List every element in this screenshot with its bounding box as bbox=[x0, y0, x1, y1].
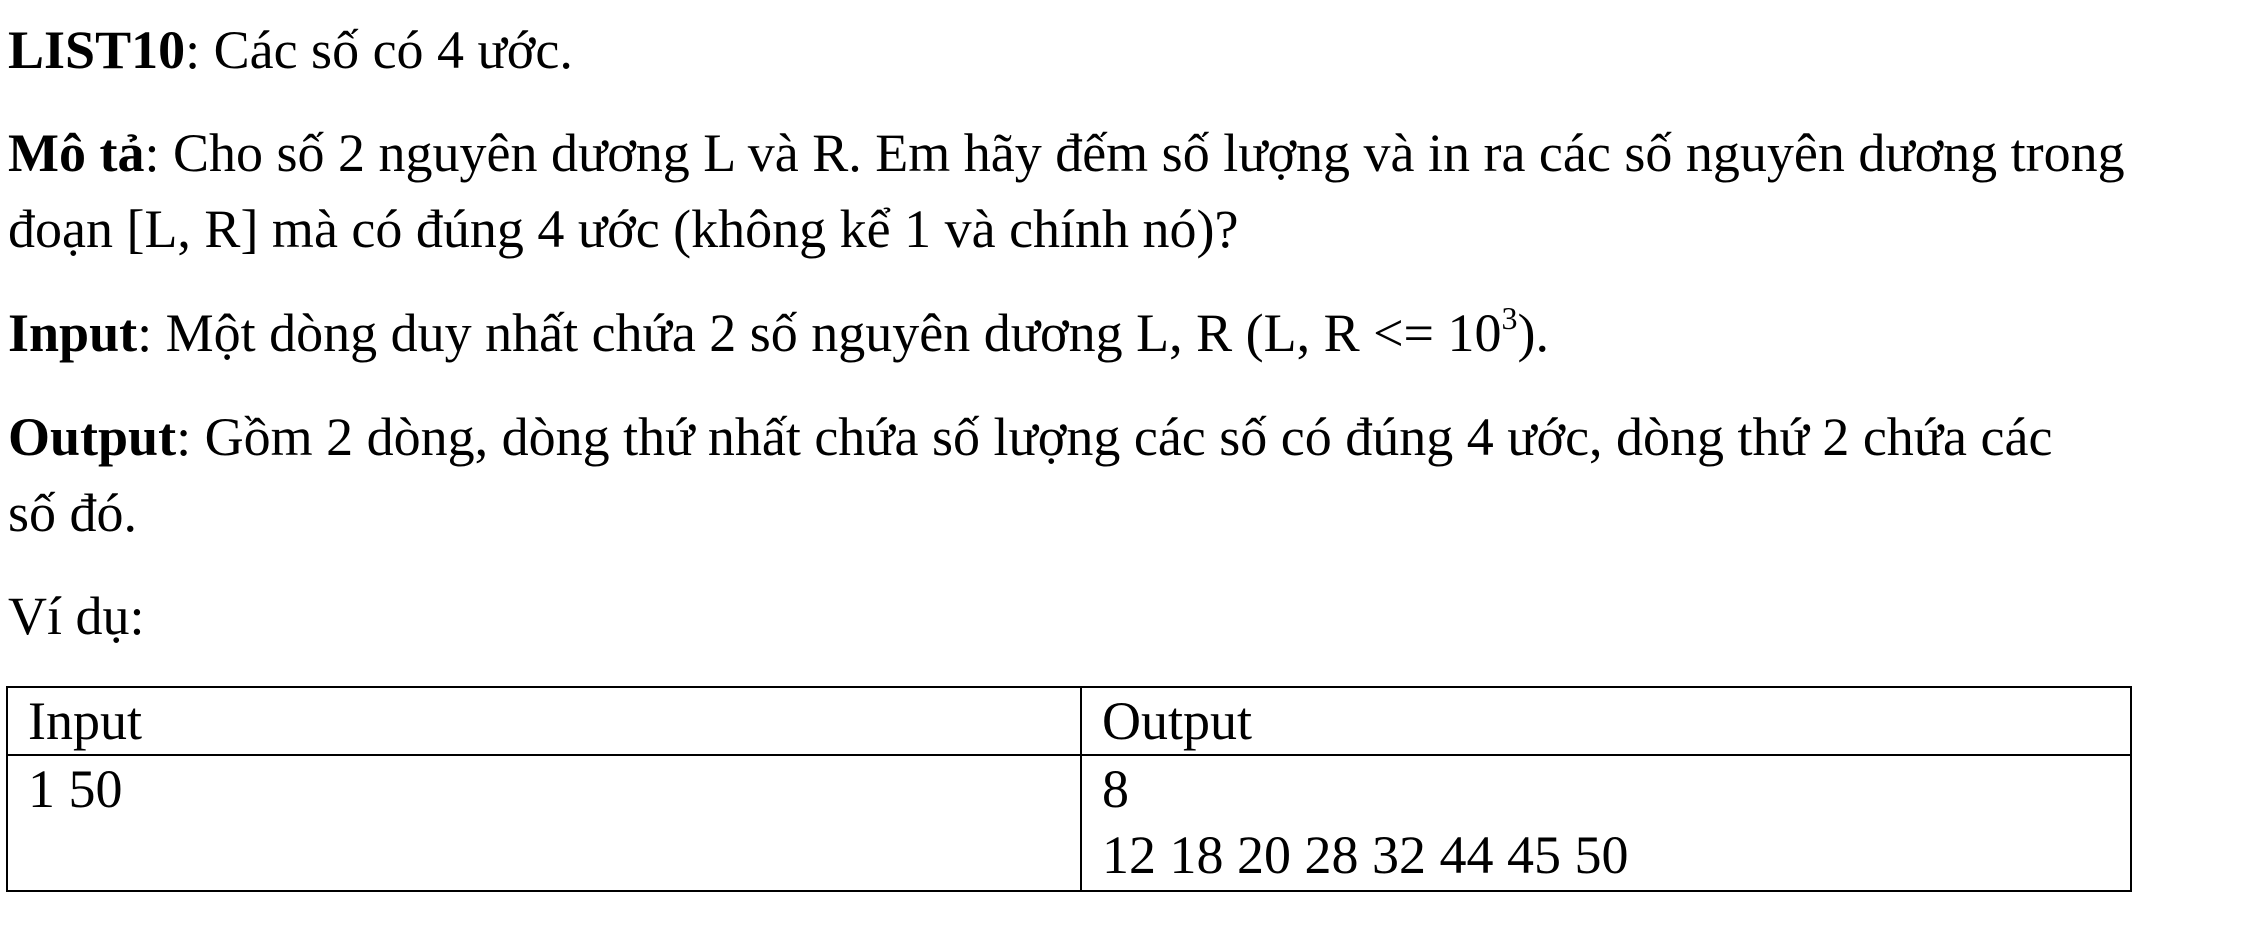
output-spec-line-1 bbox=[8, 399, 2052, 475]
output-spec-text-1: : Gồm 2 dòng, dòng thứ nhất chứa số lượng các số có đúng 4 ước, dòng thứ 2 chứa các bbox=[176, 407, 2053, 467]
output-label: Output bbox=[8, 407, 177, 467]
sample-input-cell bbox=[7, 755, 1081, 891]
table-header-output: Output bbox=[1081, 687, 2131, 755]
input-spec-tail: ). bbox=[1517, 303, 1549, 363]
input-spec bbox=[8, 295, 1549, 371]
table-header-input: Input bbox=[7, 687, 1081, 755]
sample-output-cell bbox=[1081, 755, 2131, 891]
problem-title-text: : Các số có 4 ước. bbox=[185, 20, 573, 80]
example-label: Ví dụ: bbox=[8, 586, 145, 646]
table-header-row bbox=[7, 687, 2131, 755]
problem-code: LIST10 bbox=[8, 20, 186, 80]
sample-input-line: 1 50 bbox=[28, 759, 123, 819]
input-spec-exponent: 3 bbox=[1501, 300, 1518, 336]
description-line-1 bbox=[8, 115, 2125, 191]
description-text-2: đoạn [L, R] mà có đúng 4 ước (không kể 1 và chính nó)? bbox=[8, 199, 1239, 259]
description-line-2 bbox=[8, 191, 1239, 267]
sample-output-line-2: 12 18 20 28 32 44 45 50 bbox=[1102, 825, 1629, 885]
input-label: Input bbox=[8, 303, 138, 363]
output-spec-line-2 bbox=[8, 475, 137, 551]
problem-title bbox=[8, 12, 573, 88]
sample-output-line-1: 8 bbox=[1102, 759, 1129, 819]
sample-table bbox=[6, 686, 2132, 892]
table-row bbox=[7, 755, 2131, 891]
description-label: Mô tả bbox=[8, 123, 145, 183]
description-text-1: : Cho số 2 nguyên dương L và R. Em hãy đếm số lượng và in ra các số nguyên dương trong bbox=[144, 123, 2125, 183]
input-spec-text: : Một dòng duy nhất chứa 2 số nguyên dương L, R (L, R <= 10 bbox=[137, 303, 1502, 363]
output-spec-text-2: số đó. bbox=[8, 483, 138, 543]
